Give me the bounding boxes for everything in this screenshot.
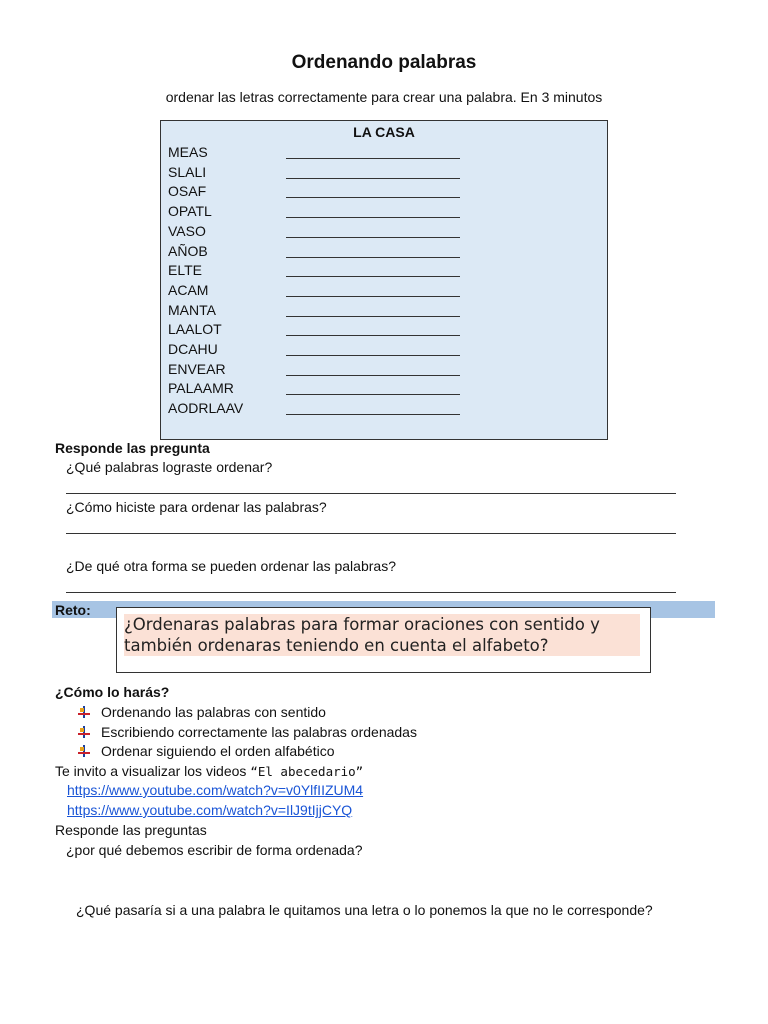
answer-blank[interactable] [286, 296, 460, 297]
bullet-icon [78, 745, 90, 757]
reto-text: ¿Ordenaras palabras para formar oraciones con sentido y también ordenaras teniendo en cuenta el alfabeto? [124, 614, 640, 656]
video-link-2[interactable]: https://www.youtube.com/watch?v=IlJ9tIjjCYQ [67, 802, 353, 818]
video-link-1[interactable]: https://www.youtube.com/watch?v=v0YlfIIZUM4 [67, 782, 364, 798]
videos-intro: Te invito a visualizar los videos [55, 763, 251, 779]
question2-2: ¿Qué pasaría si a una palabra le quitamos una letra o lo ponemos la que no le corresponde? [76, 902, 653, 918]
page-title: Ordenando palabras [291, 52, 477, 73]
answer-blank[interactable] [286, 197, 460, 198]
answer-blank[interactable] [286, 316, 460, 317]
word-item: AÑOB [168, 242, 208, 259]
bullet-icon [78, 726, 90, 738]
answer-blank[interactable] [286, 178, 460, 179]
instructions: ordenar las letras correctamente para crear una palabra. En 3 minutos [165, 89, 603, 105]
videos-title: “El abecedario” [250, 764, 364, 779]
reto-label: Reto: [55, 602, 91, 618]
questions-heading: Responde las pregunta [55, 440, 210, 456]
word-item: PALAAMR [168, 380, 234, 397]
word-item: AODRLAAV [168, 400, 244, 417]
questions2-heading: Responde las preguntas [55, 822, 207, 838]
question-3: ¿De qué otra forma se pueden ordenar las palabras? [66, 558, 396, 574]
word-item: ELTE [168, 262, 202, 279]
answer-blank[interactable] [286, 375, 460, 376]
word-item: LAALOT [168, 321, 222, 338]
como-item-1: Ordenando las palabras con sentido [101, 704, 326, 720]
word-box-title: LA CASA [353, 124, 415, 140]
word-item: DCAHU [168, 341, 218, 357]
como-item-2: Escribiendo correctamente las palabras ordenadas [101, 724, 417, 740]
word-item: ENVEAR [168, 360, 226, 377]
word-item: VASO [168, 222, 206, 239]
word-box [160, 120, 608, 440]
answer-blank[interactable] [286, 394, 460, 395]
word-item: SLALI [168, 163, 207, 180]
answer-blank[interactable] [286, 276, 460, 277]
videos-intro-line [55, 763, 363, 779]
answer-blank[interactable] [286, 158, 460, 159]
answer-blank[interactable] [286, 414, 460, 415]
reto-box [116, 607, 651, 673]
bullet-icon [78, 706, 90, 718]
answer-blank[interactable] [286, 257, 460, 258]
question2-1: ¿por qué debemos escribir de forma ordenada? [66, 842, 363, 858]
como-item-3: Ordenar siguiendo el orden alfabético [101, 743, 335, 759]
answer-line-2[interactable] [66, 533, 676, 534]
answer-line-3[interactable] [66, 592, 676, 593]
question-1: ¿Qué palabras lograste ordenar? [66, 459, 273, 475]
word-item: OSAF [168, 183, 207, 200]
word-item: ACAM [168, 281, 209, 298]
word-item: OPATL [168, 203, 212, 220]
como-heading: ¿Cómo lo harás? [55, 684, 170, 700]
answer-line-1[interactable] [66, 493, 676, 494]
question-2: ¿Cómo hiciste para ordenar las palabras? [66, 499, 327, 515]
answer-blank[interactable] [286, 237, 460, 238]
answer-blank[interactable] [286, 335, 460, 336]
word-item: MANTA [168, 301, 216, 318]
answer-blank[interactable] [286, 355, 460, 356]
answer-blank[interactable] [286, 217, 460, 218]
word-item: MEAS [168, 144, 208, 160]
